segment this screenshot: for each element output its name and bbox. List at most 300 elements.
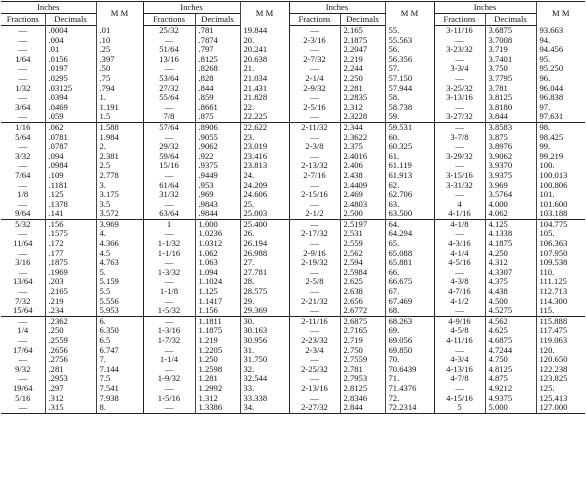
fractions-header: Fractions [1,14,45,26]
decimal-cell: .2953 [45,374,96,384]
fraction-cell: — [289,152,340,162]
mm-cell: 66.675 [385,277,434,287]
fraction-cell: 1/64 [15,54,31,64]
mm-cell: 29.369 [240,306,289,316]
decimal-cell: .1181 [45,181,96,191]
fraction-cell: — [434,306,485,316]
decimal-cell: .0295 [45,74,96,84]
fraction-cell: — [18,267,28,277]
mm-cell: 62.706 [385,190,434,200]
decimal-cell: .1378 [45,200,96,210]
fraction-cell: — [18,142,28,152]
mm-cell: 3.572 [96,209,143,219]
fraction-cell: 2-11/32 [289,122,340,132]
mm-cell: 2. [96,142,143,152]
mm-cell: 31.750 [240,355,289,365]
fraction-cell: 25/32 [143,26,195,36]
mm-cell: 4. [96,229,143,239]
fraction-cell: — [1,112,45,122]
mm-cell: 104.775 [536,219,585,229]
decimal-cell: 1.2992 [195,384,240,394]
decimal-cell: .1969 [45,268,96,278]
mm-cell: 3.5 [96,200,143,210]
decimal-cell: .01 [45,45,96,55]
fraction-cell: 2-7/32 [289,55,340,65]
fraction-cell: — [143,277,195,287]
decimal-cell: 3.8583 [485,122,536,132]
table-header [1,2,585,26]
fraction-cell: — [289,200,340,210]
mm-cell: 27. [240,258,289,268]
mm-cell: 119.063 [536,336,585,346]
decimal-cell: .0156 [45,55,96,65]
decimal-cell: 3.9062 [485,152,536,162]
fraction-cell: 3-29/32 [434,152,485,162]
fraction-cell: — [289,326,340,336]
fraction-cell: — [289,268,340,278]
mm-cell: .397 [96,55,143,65]
decimal-cell: 3.7795 [485,74,536,84]
table-row [1,142,585,152]
mm-cell: 57.150 [385,74,434,84]
mm-cell: 125. [536,384,585,394]
mm-cell: 19.844 [240,26,289,36]
decimal-cell: 2.7559 [340,355,385,365]
decimal-cell: .8906 [195,122,240,132]
fraction-cell: 1/8 [17,190,29,200]
decimal-cell: 3.8125 [485,93,536,103]
inches-header: Inches [1,2,96,14]
decimal-cell: 1.000 [195,219,240,229]
decimal-cell: 1.125 [195,287,240,297]
fraction-cell: 51/64 [143,45,195,55]
fraction-cell: 61/64 [143,181,195,191]
table-row [1,74,585,84]
decimal-cell: .2362 [45,316,96,326]
mm-cell: 25.003 [240,209,289,219]
mm-cell: 70.6439 [385,365,434,375]
fraction-cell: — [434,74,485,84]
table-row [1,93,585,103]
mm-cell: 117.475 [536,326,585,336]
table-row [1,112,585,122]
decimal-cell: 2.4803 [340,200,385,210]
mm-cell: 2.5 [96,161,143,171]
fraction-cell: 29/32 [143,142,195,152]
fraction-cell: 5/64 [15,132,31,142]
mm-cell: 115. [536,306,585,316]
decimal-cell: 2.469 [340,190,385,200]
decimals-header: Decimals [45,14,96,26]
table-row [1,365,585,375]
fraction-cell: 3-3/4 [434,64,485,74]
mm-cell: 69.850 [385,346,434,356]
decimal-cell: .004 [45,36,96,46]
fraction-cell: 7/32 [15,296,31,306]
fraction-cell: 53/64 [143,74,195,84]
mm-cell: 3. [96,181,143,191]
table-row [1,55,585,65]
mm-cell: .75 [96,74,143,84]
mm-cell: 66. [385,268,434,278]
conversion-table [1,1,585,414]
decimal-cell: 2.2835 [340,93,385,103]
decimal-cell: 1.250 [195,355,240,365]
mm-cell: 7.938 [96,394,143,404]
decimal-cell: 2.281 [340,84,385,94]
mm-header: M M [385,2,434,26]
mm-cell: 64.294 [385,229,434,239]
fraction-cell: 1/16 [15,122,31,132]
decimal-cell: 2.6875 [340,316,385,326]
decimal-cell: .281 [45,365,96,375]
table-row [1,190,585,200]
fraction-cell: 15/16 [143,161,195,171]
decimal-cell: 3.9375 [485,171,536,181]
decimal-cell: .9055 [195,133,240,143]
decimal-cell: 1.1811 [195,316,240,326]
mm-cell: .25 [96,45,143,55]
fraction-cell: 2-3/4 [289,346,340,356]
decimal-cell: 4.1875 [485,239,536,249]
fraction-cell: — [18,161,28,171]
mm-cell: 31. [240,346,289,356]
fraction-cell: 3-27/32 [434,112,485,122]
mm-cell: 60. [385,133,434,143]
mm-cell: 120. [536,346,585,356]
mm-cell: 63.500 [385,209,434,219]
decimal-cell: 2.165 [340,26,385,36]
mm-cell: 100.806 [536,181,585,191]
table-row [1,36,585,46]
decimal-cell: 2.625 [340,277,385,287]
decimal-cell: .2165 [45,287,96,297]
decimal-cell: .2656 [45,346,96,356]
mm-cell: 22. [240,103,289,113]
mm-cell: 65. [385,239,434,249]
table-row [1,277,585,287]
mm-cell: 109.538 [536,258,585,268]
table-row [1,45,585,55]
decimal-cell: 1.2598 [195,365,240,375]
mm-cell: .01 [96,26,143,36]
mm-cell: 55.563 [385,36,434,46]
decimal-cell: 1.2205 [195,346,240,356]
mm-cell: 94.456 [536,45,585,55]
fraction-cell: 2-3/16 [289,36,340,46]
mm-cell: 67.469 [385,297,434,307]
fraction-cell: — [18,64,28,74]
fraction-cell: 4-1/2 [434,297,485,307]
fraction-cell: 3-31/32 [434,181,485,191]
decimal-cell: .0197 [45,64,96,74]
fraction-cell: 9/32 [15,364,31,374]
mm-cell: 25.400 [240,219,289,229]
mm-cell: 5.159 [96,277,143,287]
fraction-cell: 3-7/8 [434,133,485,143]
fraction-cell: 57/64 [143,122,195,132]
decimal-cell: .7874 [195,36,240,46]
decimal-cell: 3.8180 [485,103,536,113]
decimal-cell: .219 [45,297,96,307]
decimal-cell: 2.844 [340,403,385,413]
mm-cell: 23.813 [240,161,289,171]
mm-cell: 120.650 [536,355,585,365]
fraction-cell: — [434,55,485,65]
fractions-header: Fractions [143,14,195,26]
mm-cell: 69.056 [385,336,434,346]
mm-cell: 24.606 [240,190,289,200]
table-row [1,133,585,143]
fraction-cell: — [434,384,485,394]
decimal-cell: 3.969 [485,181,536,191]
decimal-cell: 4.250 [485,249,536,259]
fraction-cell: — [18,35,28,45]
fraction-cell: 7/8 [143,112,195,122]
mm-cell: 32.544 [240,374,289,384]
mm-cell: 57. [385,64,434,74]
fraction-cell: — [289,287,340,297]
decimal-cell: 4.3307 [485,268,536,278]
decimal-cell: .953 [195,181,240,191]
mm-cell: 23.019 [240,142,289,152]
fraction-cell: — [18,374,28,384]
decimal-cell: 2.4016 [340,152,385,162]
fraction-cell: 2-5/16 [289,103,340,113]
mm-cell: 98.425 [536,133,585,143]
decimal-cell: .844 [195,84,240,94]
decimal-cell: 1.062 [195,249,240,259]
fraction-cell: 4-13/16 [434,365,485,375]
mm-cell: 62. [385,181,434,191]
fraction-cell: — [18,316,28,326]
table-row [1,64,585,74]
fraction-cell: 4-1/4 [434,249,485,259]
decimal-cell: 3.8976 [485,142,536,152]
mm-cell: 34. [240,403,289,413]
fraction-cell: — [289,112,340,122]
fraction-cell: — [434,103,485,113]
fraction-cell: 15/64 [1,306,45,316]
mm-cell: 112.713 [536,287,585,297]
mm-cell: 58. [385,93,434,103]
fraction-cell: 3/32 [15,151,31,161]
decimal-cell: 2.219 [340,55,385,65]
mm-cell: 4.5 [96,249,143,259]
decimal-cell: 2.8125 [340,384,385,394]
mm-cell: 61.913 [385,171,434,181]
fraction-cell: 1/32 [15,83,31,93]
mm-cell: 71. [385,374,434,384]
fraction-cell: 1-3/16 [143,326,195,336]
mm-cell: 2.381 [96,152,143,162]
decimal-cell: 2.531 [340,229,385,239]
fraction-cell: — [289,219,340,229]
fraction-cell: — [434,161,485,171]
fraction-cell: — [143,365,195,375]
decimal-cell: 4.5275 [485,306,536,316]
fraction-cell: — [143,229,195,239]
decimal-cell: 1.0236 [195,229,240,239]
mm-cell: 33. [240,384,289,394]
fraction-cell: — [434,122,485,132]
decimal-cell: 2.5197 [340,219,385,229]
decimal-cell: 4.8125 [485,365,536,375]
fraction-cell: 4-11/16 [434,336,485,346]
mm-cell: 96.838 [536,93,585,103]
mm-cell: 65.881 [385,258,434,268]
fraction-cell: 3-15/16 [434,171,485,181]
mm-cell: 95. [536,55,585,65]
decimal-cell: 4.062 [485,209,536,219]
fraction-cell: 4-5/8 [434,326,485,336]
decimal-cell: .2559 [45,336,96,346]
decimal-cell: 4.875 [485,374,536,384]
fraction-cell: 3-25/32 [434,84,485,94]
table-row [1,258,585,268]
mm-cell: 100. [536,161,585,171]
mm-cell: 93.663 [536,26,585,36]
decimal-cell: .875 [195,112,240,122]
decimal-cell: 4.7244 [485,346,536,356]
decimal-cell: 2.2047 [340,45,385,55]
fraction-cell: 4-9/16 [434,316,485,326]
fraction-cell: — [18,73,28,83]
fraction-cell: 4-15/16 [434,394,485,404]
fraction-cell: — [143,64,195,74]
fraction-cell: 1-5/32 [143,306,195,316]
fraction-cell: — [18,45,28,55]
fraction-cell: 2-9/16 [289,249,340,259]
mm-cell: 30.956 [240,336,289,346]
fraction-cell: 55/64 [143,93,195,103]
decimal-cell: 2.3622 [340,133,385,143]
fraction-cell: 3-13/16 [434,93,485,103]
fraction-cell: 4-7/16 [434,287,485,297]
decimal-cell: 4.1338 [485,229,536,239]
decimal-cell: 1.3386 [195,403,240,413]
fraction-cell: — [289,45,340,55]
decimal-cell: .828 [195,74,240,84]
fraction-cell: 7/64 [15,170,31,180]
decimal-cell: 4.438 [485,287,536,297]
decimal-cell: 2.4409 [340,181,385,191]
fraction-cell: 1 [143,219,195,229]
table-row [1,355,585,365]
mm-cell: 5. [96,268,143,278]
fraction-cell: 2-15/16 [289,190,340,200]
mm-cell: 56.356 [385,55,434,65]
mm-cell: 24.209 [240,181,289,191]
mm-cell: 6.5 [96,336,143,346]
decimal-cell: 4.125 [485,219,536,229]
fractions-header: Fractions [289,14,340,26]
decimal-cell: .797 [195,45,240,55]
table-row [1,374,585,384]
mm-cell: 103.188 [536,209,585,219]
table-row [1,306,585,316]
fraction-cell: — [289,394,340,404]
mm-cell: 21.034 [240,74,289,84]
mm-cell: 123.825 [536,374,585,384]
fraction-cell: — [143,200,195,210]
mm-cell: 28. [240,277,289,287]
mm-cell: 7.5 [96,374,143,384]
table-row [1,209,585,219]
decimal-cell: .03125 [45,84,96,94]
mm-cell: 30. [240,316,289,326]
decimal-cell: 4.312 [485,258,536,268]
mm-cell: 1.588 [96,122,143,132]
fraction-cell: 2-11/16 [289,316,340,326]
mm-cell: 57.944 [385,84,434,94]
decimal-cell: 1.0312 [195,239,240,249]
decimal-cell: .781 [195,26,240,36]
fraction-cell: 4-1/16 [434,209,485,219]
decimal-cell: 1.063 [195,258,240,268]
mm-header: M M [536,2,585,26]
mm-cell: 6.350 [96,326,143,336]
mm-cell: 97.631 [536,112,585,122]
decimal-cell: .9844 [195,209,240,219]
decimal-cell: .859 [195,93,240,103]
fraction-cell: 59/64 [143,152,195,162]
mm-cell: 60.325 [385,142,434,152]
table-row [1,152,585,162]
decimal-cell: 3.844 [485,112,536,122]
decimal-cell: 2.500 [340,209,385,219]
mm-cell: 8. [96,403,143,413]
fraction-cell: — [18,355,28,365]
mm-cell: 58.738 [385,103,434,113]
decimal-cell: .9843 [195,200,240,210]
decimal-cell: 5.000 [485,403,536,413]
fraction-cell: 1-3/32 [143,268,195,278]
fraction-cell: — [143,346,195,356]
mm-cell: 3.175 [96,190,143,200]
decimal-cell: 4.6875 [485,336,536,346]
fraction-cell: — [143,103,195,113]
decimal-cell: 1.312 [195,394,240,404]
table-row [1,219,585,229]
decimal-cell: 2.406 [340,161,385,171]
decimal-cell: 1.281 [195,374,240,384]
mm-cell: 107.950 [536,249,585,259]
fractions-header: Fractions [434,14,485,26]
mm-cell: 110. [536,268,585,278]
mm-cell: 23. [240,133,289,143]
decimal-cell: .109 [45,171,96,181]
mm-cell: 1.5 [96,112,143,122]
fraction-cell: 4-3/16 [434,239,485,249]
decimals-header: Decimals [340,14,385,26]
decimal-cell: .8125 [195,55,240,65]
table-row [1,316,585,326]
decimal-cell: .8661 [195,103,240,113]
decimal-cell: 1.1417 [195,297,240,307]
fraction-cell: 2-7/16 [289,171,340,181]
decimal-cell: 2.438 [340,171,385,181]
decimal-cell: .094 [45,152,96,162]
fraction-cell: 5 [434,403,485,413]
decimal-cell: 3.7401 [485,55,536,65]
mm-cell: 68.263 [385,316,434,326]
fraction-cell: — [18,287,28,297]
mm-cell: 63. [385,200,434,210]
mm-cell: 96. [536,74,585,84]
fraction-cell: 1-1/8 [143,287,195,297]
fraction-cell: 2-27/32 [289,403,340,413]
